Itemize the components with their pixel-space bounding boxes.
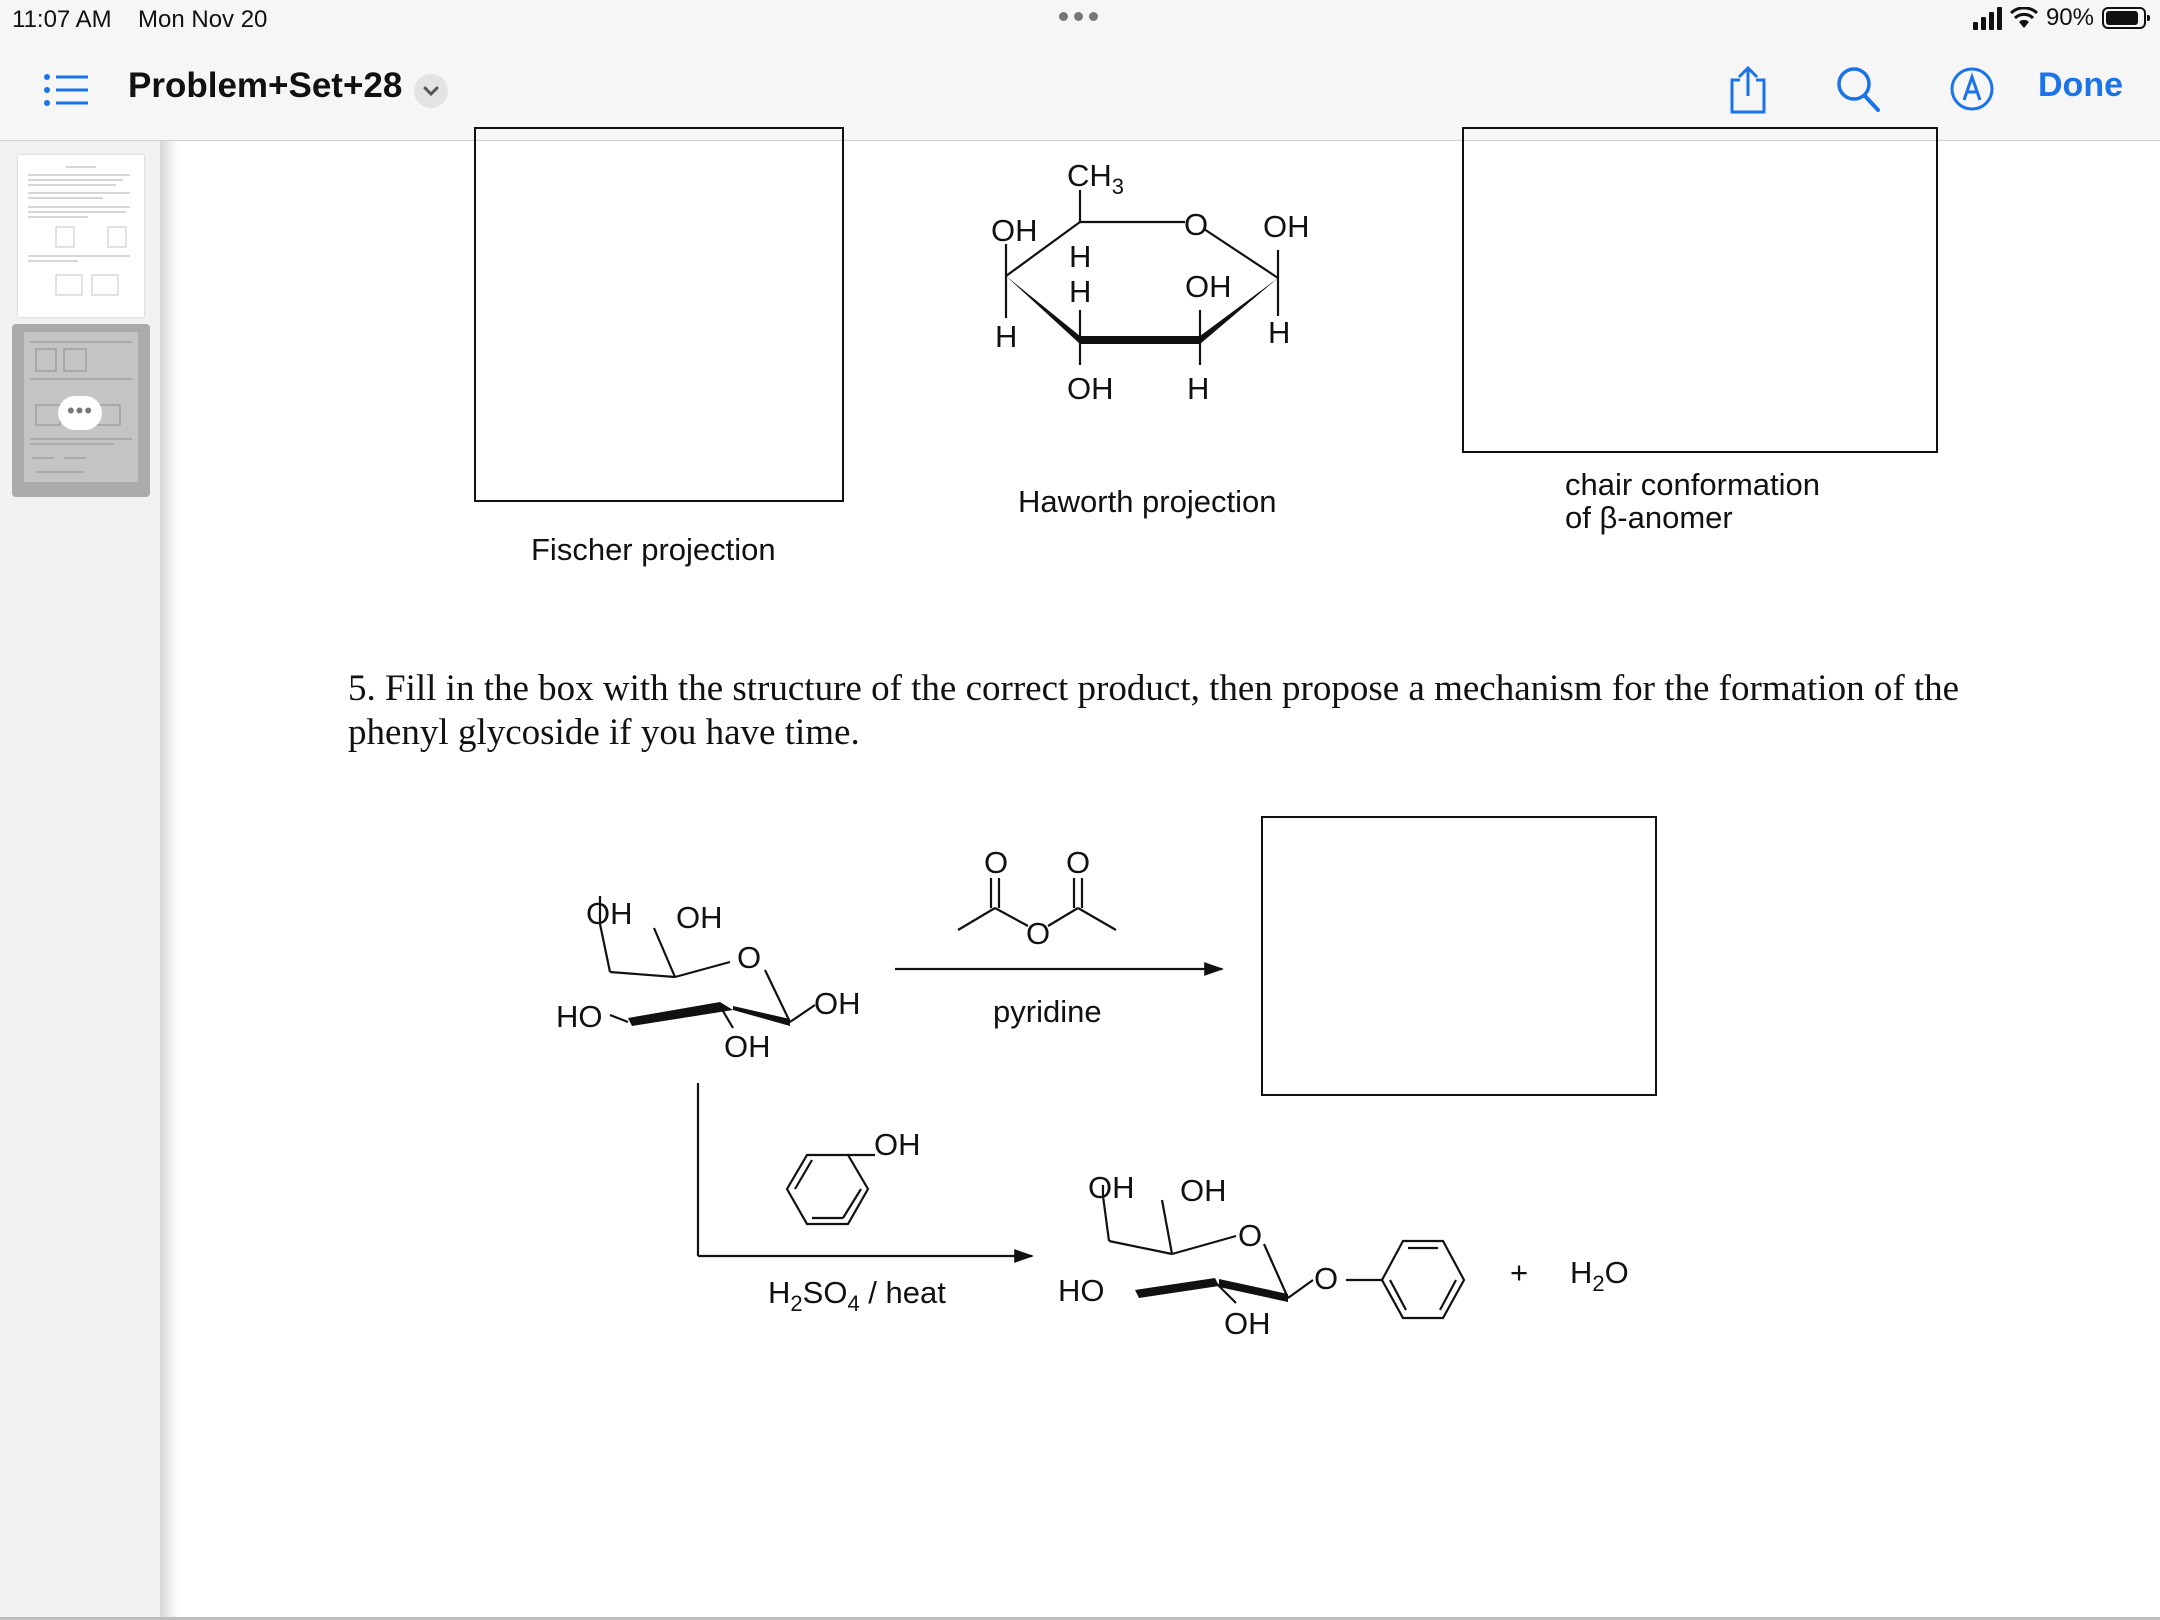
haworth-h-c5b: H [1069,274,1092,309]
water-label: $H_2O$ [1570,1255,1629,1296]
sm-oh-c6: OH [676,900,723,935]
done-button[interactable]: Done [2038,66,2123,104]
haworth-structure [991,158,1310,406]
haworth-projection-label: Haworth projection [1018,484,1277,519]
haworth-oh-c1: OH [1263,209,1310,244]
anhydride-o-right: O [1066,845,1091,880]
product-ring-o: O [1238,1218,1263,1253]
haworth-oh-c3: OH [1067,371,1114,406]
fischer-projection-label: Fischer projection [531,532,776,567]
sm-oh-c2: OH [724,1029,771,1064]
chair-answer-box[interactable] [1463,128,1937,452]
haworth-h-c1: H [1268,315,1291,350]
status-time: 11:07 AM [12,6,112,33]
anhydride-o-left: O [984,845,1009,880]
product-oh-c6: OH [1180,1173,1227,1208]
starting-sugar-chair [556,896,861,1064]
sm-oh-c4: OH [586,896,633,931]
battery-percent: 90% [2045,4,2094,31]
question-5-text: 5. Fill in the box with the structure of the correct product, then propose a mechanism for the formation of the phenyl glycoside if you have time. [348,668,1960,753]
phenol [787,1127,921,1224]
haworth-h-c4: H [995,319,1018,354]
status-date: Mon Nov 20 [138,6,268,33]
haworth-ring-o: O [1184,207,1209,242]
haworth-ch3: $CH_3$ [1067,158,1125,199]
fischer-answer-box[interactable] [475,128,843,501]
chair-label-line2: of β-anomer [1565,500,1733,535]
haworth-h-c2: H [1187,371,1210,406]
product-oh-c4: OH [1088,1170,1135,1205]
chair-label-line1: chair conformation [1565,467,1821,502]
product-ho-c3: HO [1058,1273,1105,1308]
haworth-oh-c4: OH [991,213,1038,248]
sm-oh-c1: OH [814,986,861,1021]
phenyl-glycoside-product [1058,1170,1464,1341]
pyridine-label: pyridine [993,994,1102,1029]
phenol-oh: OH [874,1127,921,1162]
more-icon[interactable]: ••• [58,396,102,430]
anhydride-o-bridge: O [1026,916,1051,951]
acetic-anhydride [958,845,1116,951]
product-answer-box[interactable] [1262,817,1656,1095]
plus-sign: + [1510,1255,1529,1290]
sm-ring-o: O [737,940,762,975]
haworth-oh-c2: OH [1185,269,1232,304]
acid-catalyst-label: $H_2SO_4$ / heat [768,1275,946,1316]
product-oh-c2: OH [1224,1306,1271,1341]
product-glycosidic-o: O [1314,1261,1339,1296]
sm-ho-c3: HO [556,999,603,1034]
haworth-h-c5a: H [1069,239,1092,274]
document-title[interactable]: Problem+Set+28 [128,66,403,105]
